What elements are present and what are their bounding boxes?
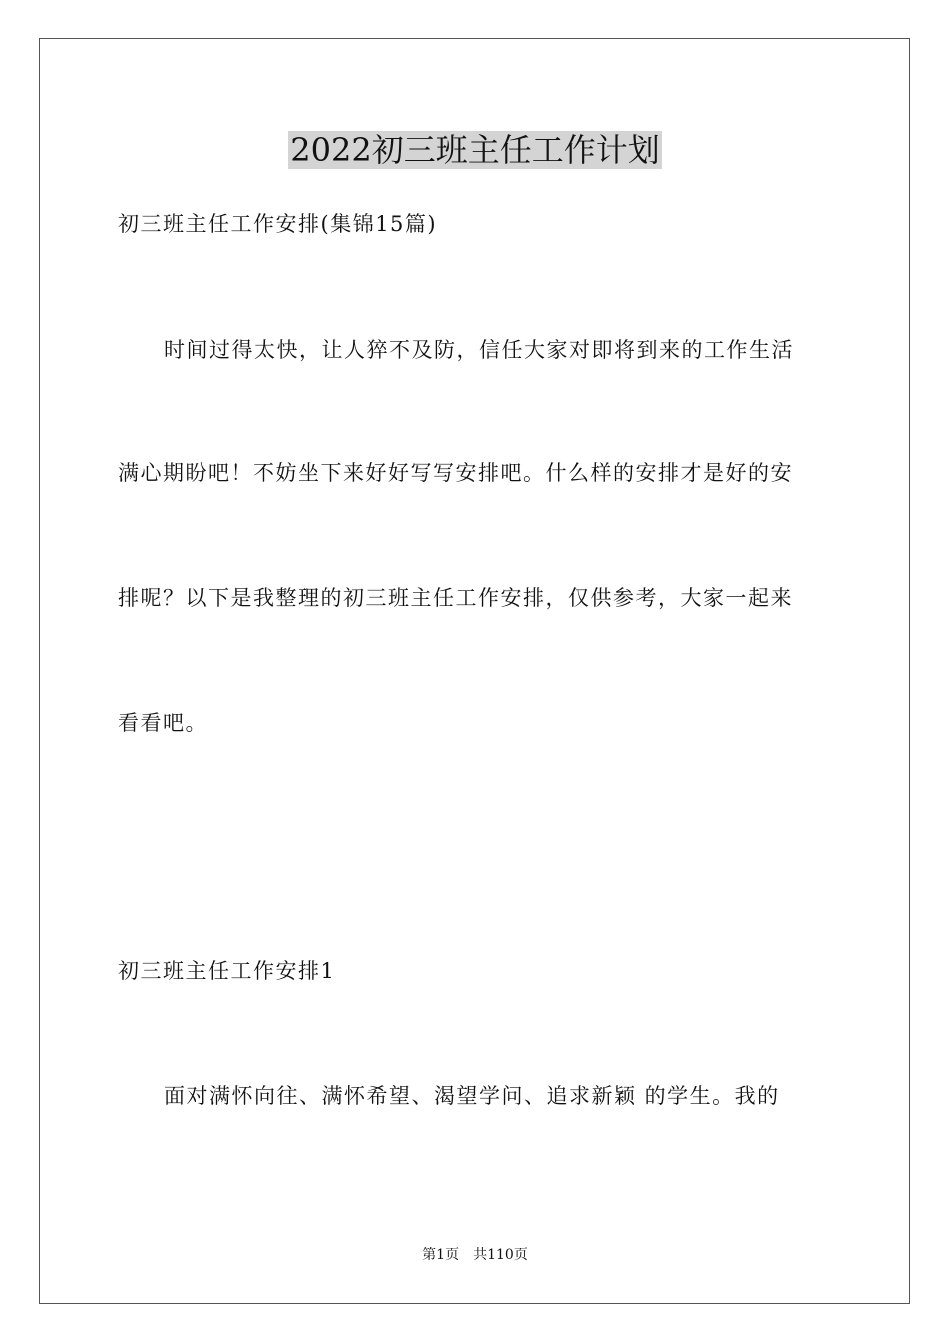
document-title-text: 2022初三班主任工作计划 (290, 131, 660, 169)
paragraph-line: 面对满怀向往、满怀希望、渴望学问、追求新颖 的学生。我的 (164, 1084, 780, 1108)
paragraph-line: 时间过得太快，让人猝不及防，信任大家对即将到来的工作生活 (164, 338, 794, 362)
paragraph-line: 排呢？以下是我整理的初三班主任工作安排，仅供参考，大家一起来 (118, 586, 793, 610)
document-subtitle: 初三班主任工作安排(集锦15篇) (118, 212, 438, 236)
document-title (0, 128, 950, 172)
paragraph-line: 满心期盼吧！不妨坐下来好好写写安排吧。什么样的安排才是好的安 (118, 461, 793, 485)
section-heading: 初三班主任工作安排1 (118, 959, 336, 983)
paragraph-line: 看看吧。 (118, 711, 208, 735)
page-total: 共110页 (473, 1247, 528, 1263)
page-footer (0, 1245, 950, 1265)
page-number: 第1页 (422, 1247, 460, 1263)
